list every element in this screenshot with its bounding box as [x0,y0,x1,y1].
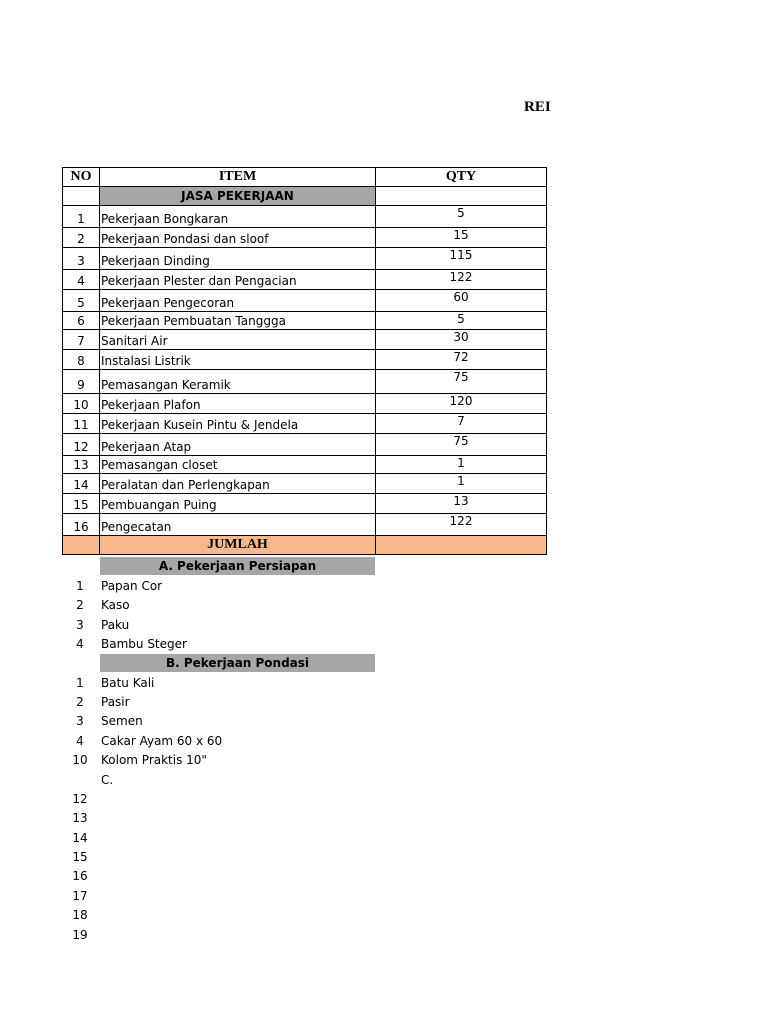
row-no-cell: 3 [63,248,100,270]
total-label: JUMLAH [100,536,376,555]
row-number: 13 [72,811,88,825]
row-number: 16 [72,869,88,883]
list-item-number: 3 [76,714,84,728]
list-item-label: Pasir [101,695,130,709]
row-no-cell: 13 [63,456,100,474]
table-body [63,206,547,536]
section-c-title: C. [101,773,114,787]
table-row [63,456,547,474]
row-item-cell: Pekerjaan Pengecoran [100,290,376,312]
row-qty-cell: 1 [376,456,547,474]
list-item-label: Cakar Ayam 60 x 60 [101,734,223,748]
list-item-label: Semen [101,714,143,728]
row-no-cell: 16 [63,514,100,536]
table-row [63,290,547,312]
table-header-row [63,168,547,187]
table-row [63,228,547,248]
row-item-cell: Pengecatan [100,514,376,536]
row-item-cell: Pemasangan closet [100,456,376,474]
total-value-cell [376,536,547,555]
total-no-cell [63,536,100,555]
row-no-cell: 9 [63,370,100,394]
row-qty-cell: 30 [376,330,547,350]
row-item-cell: Pekerjaan Bongkaran [100,206,376,228]
list-item-number: 1 [76,676,84,690]
row-no-cell: 6 [63,312,100,330]
section-a-title: A. Pekerjaan Persiapan [100,557,375,575]
row-no-cell: 14 [63,474,100,494]
section-no-cell [63,187,100,206]
list-item-label: Papan Cor [101,579,163,593]
table-row [63,312,547,330]
row-item-cell: Instalasi Listrik [100,350,376,370]
table-row [63,394,547,414]
list-item-number: 10 [72,753,88,767]
table-row [63,370,547,394]
row-item-cell: Pekerjaan Pembuatan Tanggga [100,312,376,330]
header-qty: QTY [376,168,547,187]
table-row [63,350,547,370]
table-row [63,474,547,494]
table-row [63,206,547,228]
table-row [63,248,547,270]
row-qty-cell: 1 [376,474,547,494]
document-title: REI [524,99,551,115]
row-item-cell: Pemasangan Keramik [100,370,376,394]
row-qty-cell: 5 [376,206,547,228]
row-number: 18 [72,908,88,922]
section-b-title: B. Pekerjaan Pondasi [100,654,375,672]
total-row [63,536,547,555]
row-item-cell: Pekerjaan Kusein Pintu & Jendela [100,414,376,434]
table-row [63,494,547,514]
list-item-number: 2 [76,598,84,612]
table-row [63,514,547,536]
row-qty-cell: 72 [376,350,547,370]
row-qty-cell: 15 [376,228,547,248]
row-qty-cell: 75 [376,434,547,456]
row-no-cell: 2 [63,228,100,248]
row-qty-cell: 120 [376,394,547,414]
row-number: 19 [72,928,88,942]
list-item-number: 2 [76,695,84,709]
row-item-cell: Pekerjaan Dinding [100,248,376,270]
row-number: 14 [72,831,88,845]
row-no-cell: 1 [63,206,100,228]
row-qty-cell: 75 [376,370,547,394]
row-no-cell: 4 [63,270,100,290]
list-item-label: Batu Kali [101,676,155,690]
row-no-cell: 7 [63,330,100,350]
table-row [63,414,547,434]
list-item-label: Bambu Steger [101,637,187,651]
row-no-cell: 15 [63,494,100,514]
row-qty-cell: 13 [376,494,547,514]
list-item-number: 1 [76,579,84,593]
row-number: 15 [72,850,88,864]
table-row [63,330,547,350]
section-title: JASA PEKERJAAN [100,187,376,206]
list-item-label: Paku [101,618,130,632]
row-item-cell: Pekerjaan Atap [100,434,376,456]
row-no-cell: 5 [63,290,100,312]
row-item-cell: Pekerjaan Plester dan Pengacian [100,270,376,290]
header-no: NO [63,168,100,187]
section-row [63,187,547,206]
section-qty-cell [376,187,547,206]
row-item-cell: Sanitari Air [100,330,376,350]
row-item-cell: Peralatan dan Perlengkapan [100,474,376,494]
row-number: 17 [72,889,88,903]
list-item-label: Kaso [101,598,130,612]
table-row [63,434,547,456]
row-number: 12 [72,792,88,806]
row-qty-cell: 122 [376,270,547,290]
row-qty-cell: 60 [376,290,547,312]
list-item-label: Kolom Praktis 10" [101,753,207,767]
header-item: ITEM [100,168,376,187]
row-no-cell: 10 [63,394,100,414]
row-qty-cell: 122 [376,514,547,536]
row-item-cell: Pekerjaan Plafon [100,394,376,414]
row-no-cell: 8 [63,350,100,370]
list-item-number: 3 [76,618,84,632]
row-no-cell: 11 [63,414,100,434]
row-item-cell: Pembuangan Puing [100,494,376,514]
row-qty-cell: 115 [376,248,547,270]
row-no-cell: 12 [63,434,100,456]
table-row [63,270,547,290]
list-item-number: 4 [76,734,84,748]
row-qty-cell: 5 [376,312,547,330]
row-item-cell: Pekerjaan Pondasi dan sloof [100,228,376,248]
work-items-table [62,167,547,555]
list-item-number: 4 [76,637,84,651]
row-qty-cell: 7 [376,414,547,434]
